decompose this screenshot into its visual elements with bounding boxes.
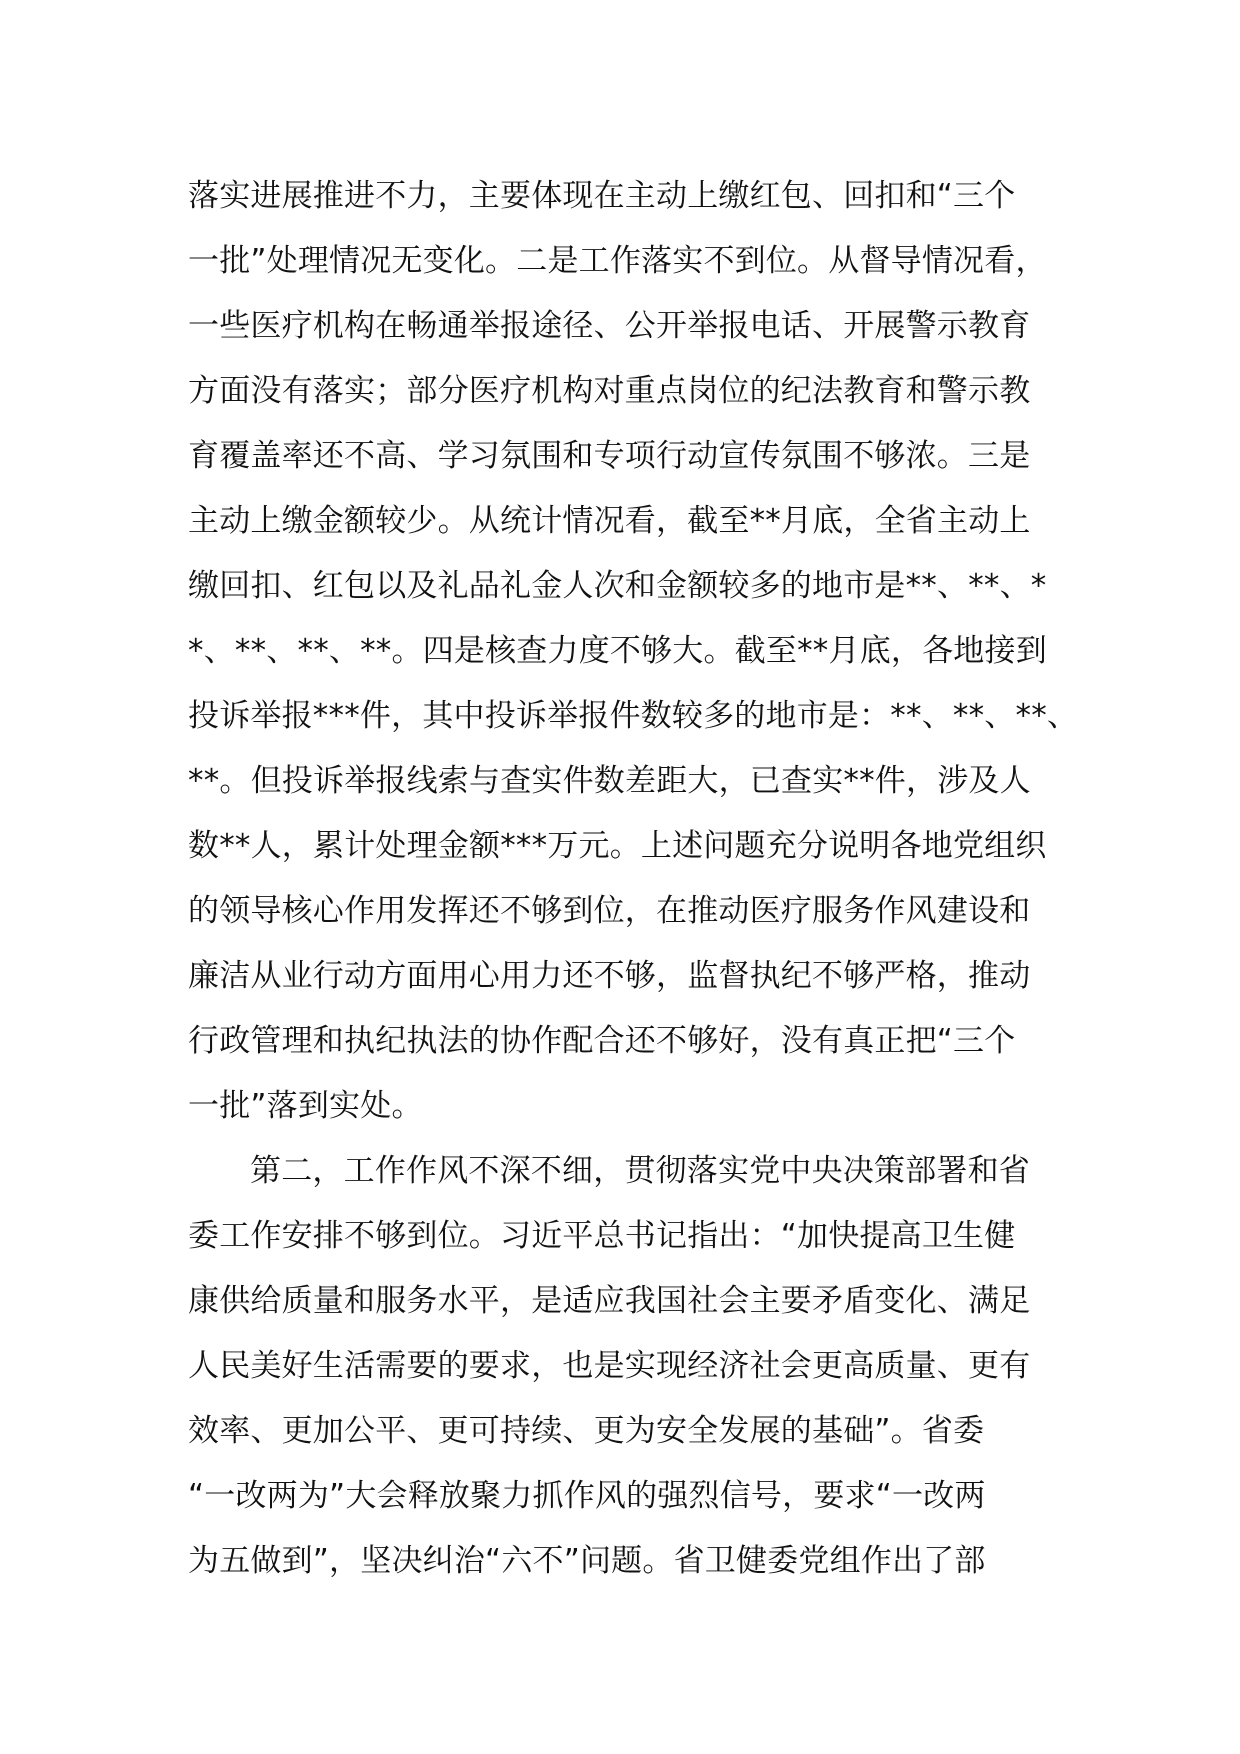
text-line: 落实进展推进不力，主要体现在主动上缴红包、回扣和“三个: [188, 178, 1016, 214]
text-line: **。但投诉举报线索与查实件数差距大，已查实**件，涉及人: [188, 763, 1031, 799]
text-line: 方面没有落实；部分医疗机构对重点岗位的纪法教育和警示教: [188, 373, 1031, 409]
text-line: 为五做到”，坚决纠治“六不”问题。省卫健委党组作出了部: [188, 1543, 986, 1579]
text-line: 的领导核心作用发挥还不够到位，在推动医疗服务作风建设和: [188, 893, 1031, 929]
paragraph-start-line: 第二，工作作风不深不细，贯彻落实党中央决策部署和省: [250, 1153, 1030, 1189]
text-line: 一批”落到实处。: [188, 1088, 423, 1124]
body-text: [188, 164, 1088, 1594]
text-line: *、**、**、**。四是核查力度不够大。截至**月底，各地接到: [188, 633, 1047, 669]
text-line: 投诉举报***件，其中投诉举报件数较多的地市是：**、**、**、: [188, 698, 1079, 734]
text-line: 康供给质量和服务水平，是适应我国社会主要矛盾变化、满足: [188, 1283, 1031, 1319]
text-line: “一改两为”大会释放聚力抓作风的强烈信号，要求“一改两: [188, 1478, 986, 1514]
text-line: 委工作安排不够到位。习近平总书记指出：“加快提高卫生健: [188, 1218, 1016, 1254]
text-line: 缴回扣、红包以及礼品礼金人次和金额较多的地市是**、**、*: [188, 568, 1047, 604]
text-line: 一批”处理情况无变化。二是工作落实不到位。从督导情况看，: [188, 243, 1047, 279]
text-line: 育覆盖率还不高、学习氛围和专项行动宣传氛围不够浓。三是: [188, 438, 1031, 474]
text-line: 廉洁从业行动方面用心用力还不够，监督执纪不够严格，推动: [188, 958, 1031, 994]
text-line: 数**人，累计处理金额***万元。上述问题充分说明各地党组织: [188, 828, 1047, 864]
text-line: 人民美好生活需要的要求，也是实现经济社会更高质量、更有: [188, 1348, 1031, 1384]
text-line: 行政管理和执纪执法的协作配合还不够好，没有真正把“三个: [188, 1023, 1016, 1059]
text-line: 一些医疗机构在畅通举报途径、公开举报电话、开展警示教育: [188, 308, 1031, 344]
text-line: 效率、更加公平、更可持续、更为安全发展的基础”。省委: [188, 1413, 985, 1449]
text-line: 主动上缴金额较少。从统计情况看，截至**月底，全省主动上: [188, 503, 1031, 539]
